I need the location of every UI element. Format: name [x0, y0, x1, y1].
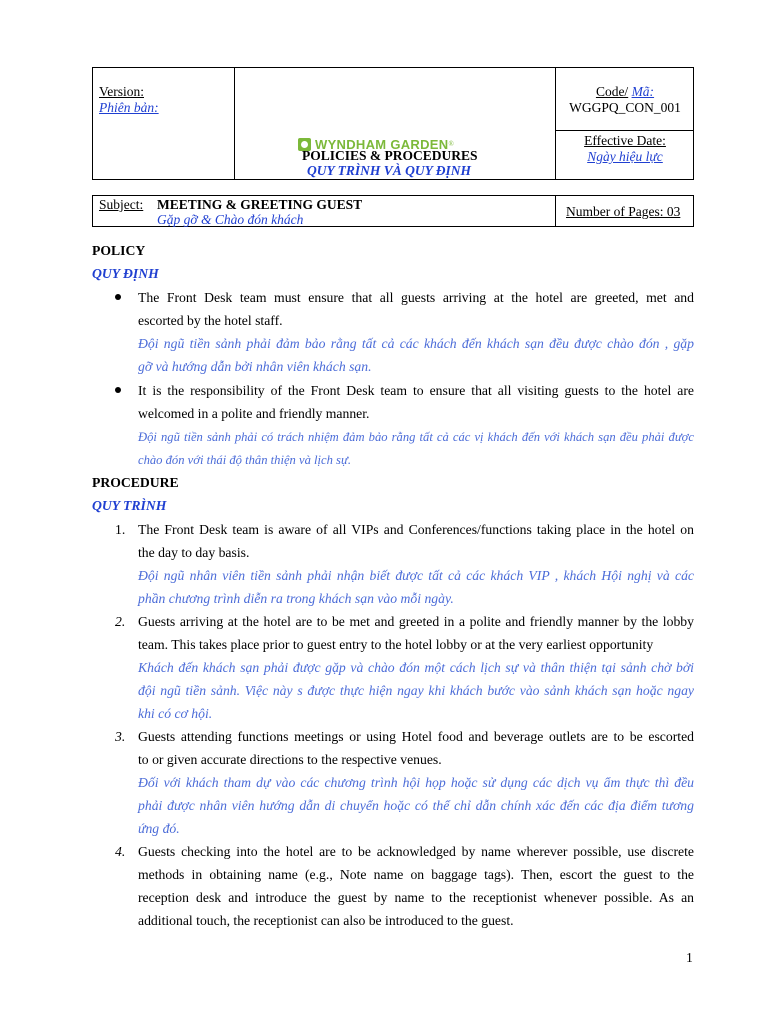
procedure-item-3-vi-line-3: ứng đó. — [138, 821, 180, 836]
policy-item-1-vi-line-1: Đội ngũ tiền sảnh phải đảm bảo rằng tất cả các khách đến khách sạn đều được chào đón , gặp — [138, 336, 694, 351]
procedure-item-4-line-3: reception desk and introduce the guest by name to the receptionist whenever possible. As an — [138, 890, 694, 905]
version-label: Version: — [99, 84, 144, 99]
procedure-item-1-vi-line-1: Đội ngũ nhân viên tiền sảnh phải nhận biết được tất cả các khách VIP , khách Hội nghị và các — [138, 568, 694, 583]
policy-item-2-vi-line-2: chào đón với thái độ thân thiện và lịch sự. — [138, 453, 351, 467]
effective-label-vi: Ngày hiệu lực — [587, 149, 663, 164]
doc-title-vi: QUY TRÌNH VÀ QUY ĐỊNH — [307, 163, 472, 178]
procedure-item-2-vi-line-1: Khách đến khách sạn phải được gặp và chào đón một cách lịch sự và thân thiện tại sảnh chờ bởi — [138, 660, 694, 675]
policy-item-2-line-1: It is the responsibility of the Front Desk team to ensure that all visiting guests to the hotel are — [138, 383, 694, 398]
procedure-item-4-line-1: Guests checking into the hotel are to be acknowledged by name wherever possible, use discrete — [138, 844, 694, 859]
brand-name: WYNDHAM GARDEN — [315, 136, 449, 152]
pages-count: Number of Pages: 03 — [566, 204, 681, 219]
doc-title: POLICIES & PROCEDURES — [302, 148, 478, 163]
bullet-icon — [115, 294, 121, 300]
procedure-item-1-line-1: The Front Desk team is aware of all VIPs and Conferences/functions taking place in the hotel on — [138, 522, 694, 537]
policy-item-2-line-2: welcomed in a polite and friendly manner. — [138, 406, 370, 421]
procedure-item-4-line-2: methods in obtaining name (e.g., Note name on baggage tags). Then, escort the guest to the — [138, 867, 694, 882]
procedure-heading: PROCEDURE — [92, 475, 179, 490]
code-divider — [556, 130, 694, 131]
subject-title-vi: Gặp gỡ & Chào đón khách — [157, 212, 304, 227]
procedure-item-3-vi-line-2: phải được nhân viên hướng dẫn di chuyển hoặc có thể chỉ dẫn chính xác đến các địa điểm tương — [138, 798, 694, 813]
procedure-item-3-vi-line-1: Đối với khách tham dự vào các chương trình hội họp hoặc sử dụng các dịch vụ ẩm thực thì đều — [138, 775, 694, 790]
policy-heading: POLICY — [92, 243, 146, 258]
policy-item-1-vi-line-2: gỡ và hướng dẫn bởi nhân viên khách sạn. — [138, 359, 372, 374]
policy-item-2-vi-line-1: Đội ngũ tiền sảnh phải có trách nhiệm đảm bảo rằng tất cả các vị khách đến với khách sạn đều phải được — [138, 430, 694, 444]
subject-label: Subject: — [99, 197, 144, 212]
policy-item-1-line-1: The Front Desk team must ensure that all guests arriving at the hotel are greeted, met and — [138, 290, 694, 305]
version-cell — [93, 68, 235, 179]
version-label-vi: Phiên bản: — [99, 100, 159, 115]
procedure-item-4-line-4: additional touch, the receptionist can also be introduced to the guest. — [138, 913, 514, 928]
bullet-icon — [115, 387, 121, 393]
effective-label: Effective Date: — [584, 133, 666, 148]
procedure-item-4-number: 4. — [115, 844, 126, 859]
procedure-item-2-vi-line-3: khi có cơ hội. — [138, 706, 213, 721]
procedure-item-2-line-2: team. This takes place prior to guest entry to the hotel lobby or at the very earliest opportunity — [138, 637, 654, 652]
subject-title: MEETING & GREETING GUEST — [157, 197, 363, 212]
procedure-item-3-line-1: Guests attending functions meetings or using Hotel food and beverage outlets are to be escorted — [138, 729, 694, 744]
policy-heading-vi: QUY ĐỊNH — [92, 266, 159, 281]
code-label-vi: Mã: — [631, 84, 655, 99]
procedure-item-3-number: 3. — [115, 729, 126, 744]
code-label-row — [556, 84, 694, 100]
procedure-item-1-vi-line-2: phần chương trình diễn ra trong khách sạn vào mỗi ngày. — [138, 591, 454, 606]
procedure-item-1-number: 1. — [115, 522, 126, 537]
subject-table — [92, 195, 694, 227]
code-label: Code/ — [595, 84, 629, 99]
policy-item-1-line-2: escorted by the hotel staff. — [138, 313, 283, 328]
procedure-heading-vi: QUY TRÌNH — [92, 498, 167, 513]
procedure-item-2-line-1: Guests arriving at the hotel are to be met and greeted in a polite and friendly manner by the lobby — [138, 614, 694, 629]
page-number: 1 — [686, 950, 693, 965]
procedure-item-1-line-2: the day to day basis. — [138, 545, 250, 560]
code-value: WGGPQ_CON_001 — [569, 100, 681, 115]
procedure-item-2-number: 2. — [115, 614, 126, 629]
brand-registered: ® — [448, 140, 454, 148]
pages-cell — [555, 196, 694, 226]
procedure-item-3-line-2: to or given accurate directions to the respective venues. — [138, 752, 442, 767]
procedure-item-2-vi-line-2: đội ngũ tiền sảnh. Việc này s được thực hiện ngay khi khách bước vào sảnh khách sạn hoặc ngay — [138, 683, 694, 698]
code-cell — [555, 68, 694, 179]
